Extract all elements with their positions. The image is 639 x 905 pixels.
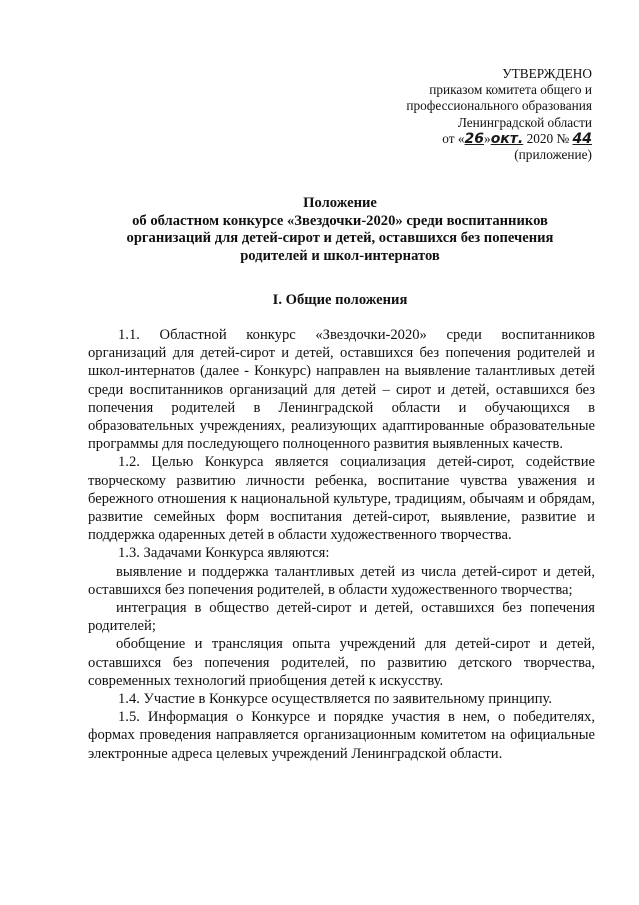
date-mid: » xyxy=(484,130,491,146)
task-item-2: интеграция в общество детей-сирот и детей, оставшихся без попечения родителей; xyxy=(88,600,595,635)
approval-title: УТВЕРЖДЕНО xyxy=(502,66,592,81)
paragraph-1-1: 1.1. Областной конкурс «Звездочки-2020» среди воспитанников организаций для детей-сирот и детей, оставшихся без попечения родителей и школ-интернатов (далее - Конкурс) направлен на выявление талантливых детей среди воспитанников организаций для детей – сирот и детей, оставшихся без попечения родителей в Ленинградской области и обучающихся в образовательных учреждениях, реализующих адаптированные образовательные программы для последующего полноценного развития выявленных качеств. xyxy=(88,327,595,453)
handwritten-month: окт. xyxy=(490,130,524,147)
paragraph-1-5: 1.5. Информация о Конкурсе и порядке участия в нем, о победителях, формах проведения направляется организационным комитетом на официальные электронные адреса целевых учреждений Ленинградской области. xyxy=(88,709,595,762)
date-prefix: от « xyxy=(442,130,465,146)
section-body xyxy=(88,326,595,763)
section-heading: I. Общие положения xyxy=(272,292,408,308)
title-line-3: организаций для детей-сирот и детей, оставшихся без попечения xyxy=(126,230,554,247)
task-item-1: выявление и поддержка талантливых детей из числа детей-сирот и детей, оставшихся без попечения родителей, в области художественного творчества; xyxy=(88,563,595,598)
handwritten-day: 26 xyxy=(464,130,485,147)
title-line-4: родителей и школ-интернатов xyxy=(240,247,440,264)
approval-date-line xyxy=(406,131,592,147)
document-title xyxy=(70,195,610,265)
approval-order-line: приказом комитета общего и xyxy=(429,82,592,98)
paragraph-1-3: 1.3. Задачами Конкурса являются: xyxy=(118,545,330,562)
title-line-2: об областном конкурсе «Звездочки-2020» среди воспитанников xyxy=(132,212,548,229)
approval-block xyxy=(406,66,592,163)
paragraph-1-4: 1.4. Участие в Конкурсе осуществляется по заявительному принципу. xyxy=(118,691,552,708)
approval-committee-line: профессионального образования xyxy=(406,98,592,114)
handwritten-number: 44 xyxy=(572,130,592,147)
title-line-1: Положение xyxy=(303,195,377,211)
approval-appendix: (приложение) xyxy=(514,147,592,163)
approval-region-line: Ленинградской области xyxy=(457,114,592,130)
task-item-3: обобщение и трансляция опыта учреждений для детей-сирот и детей, оставшихся без попечения родителей, по развитию детского творчества, современных технологий приобщения детей к искусству. xyxy=(88,636,595,689)
date-year: 2020 № xyxy=(523,130,570,146)
paragraph-1-2: 1.2. Целью Конкурса является социализация детей-сирот, содействие творческому развитию личности ребенка, воспитание чувства уважения и бережного отношения к национальной культуре, традициям, обычаям и обрядам, развитие семейных форм воспитания детей-сирот, выявление, развитие и поддержка одаренных детей в области художественного творчества. xyxy=(88,454,595,544)
